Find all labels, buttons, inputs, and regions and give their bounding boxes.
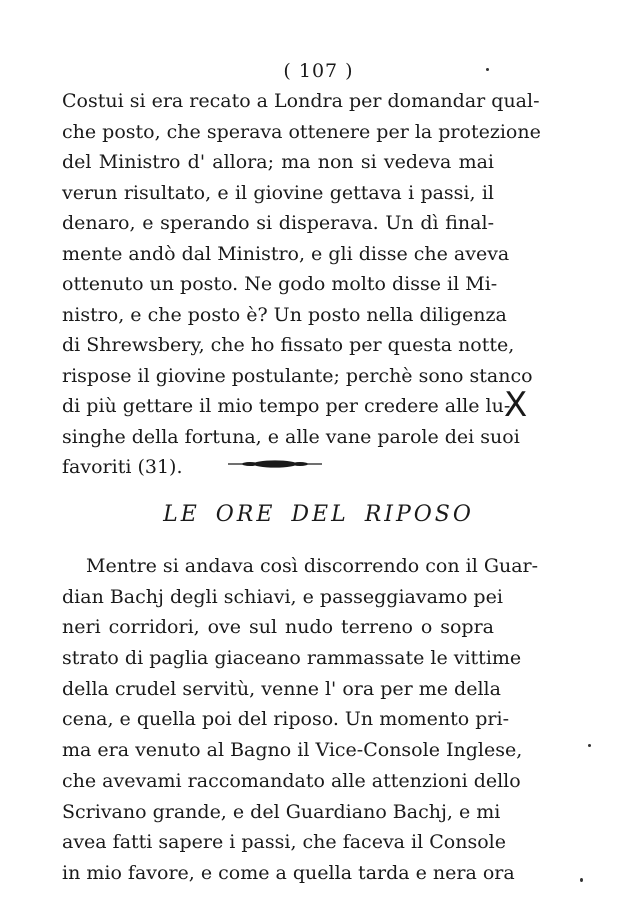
- text-line: in mio favore, e come a quella tarda e nera ora: [62, 861, 515, 884]
- text-line: verun risultato, e il giovine gettava i passi, il: [62, 181, 494, 204]
- margin-x-mark: [498, 386, 528, 426]
- text-line: del Ministro d' allora; ma non si vedeva mai: [62, 151, 494, 173]
- paper-speck: [580, 878, 583, 882]
- text-line: di Shrewsbery, che ho fissato per questa notte,: [62, 334, 515, 356]
- svg-text:X: X: [504, 386, 528, 425]
- text-line: singhe della fortuna, e alle vane parole dei suoi: [62, 425, 520, 448]
- text-line: rispose il giovine postulante; perchè sono stanco: [62, 364, 533, 387]
- paragraph-2: [62, 551, 539, 889]
- section-ornament: [228, 458, 322, 470]
- text-line: ma era venuto al Bagno il Vice-Console Inglese,: [62, 739, 523, 762]
- text-line: mente andò dal Ministro, e gli disse che aveva: [62, 242, 510, 265]
- text-line: nistro, e che posto è? Un posto nella diligenza: [62, 303, 507, 326]
- text-line: neri corridori, ove sul nudo terreno o sopra: [62, 616, 494, 639]
- text-line: Costui si era recato a Londra per domandar qual-: [62, 90, 540, 112]
- text-line: favoriti (31).: [62, 456, 183, 478]
- text-line: Mentre si andava così discorrendo con il Guar-: [86, 555, 539, 577]
- page-number: ( 107 ): [283, 60, 354, 82]
- text-line: strato di paglia giaceano rammassate le vittime: [62, 647, 522, 670]
- section-title: LE ORE DEL RIPOSO: [163, 502, 474, 527]
- text-line: avea fatti sapere i passi, che faceva il Console: [62, 831, 506, 854]
- text-line: denaro, e sperando si disperava. Un dì final-: [62, 212, 494, 234]
- text-line: dian Bachj degli schiavi, e passeggiavamo pei: [62, 585, 503, 608]
- paper-speck: [486, 68, 489, 71]
- text-line: ottenuto un posto. Ne godo molto disse il Mi-: [62, 273, 498, 295]
- paper-speck: [588, 744, 591, 747]
- text-line: di più gettare il mio tempo per credere alle lu-: [62, 395, 511, 417]
- text-line: Scrivano grande, e del Guardiano Bachj, e mi: [62, 800, 501, 823]
- text-line: che avevami raccomandato alle attenzioni dello: [62, 769, 521, 792]
- text-line: della crudel servitù, venne l' ora per me della: [62, 677, 501, 700]
- text-line: che posto, che sperava ottenere per la protezione: [62, 120, 541, 143]
- paragraph-1: [62, 86, 541, 483]
- text-line: cena, e quella poi del riposo. Un momento pri-: [62, 708, 510, 731]
